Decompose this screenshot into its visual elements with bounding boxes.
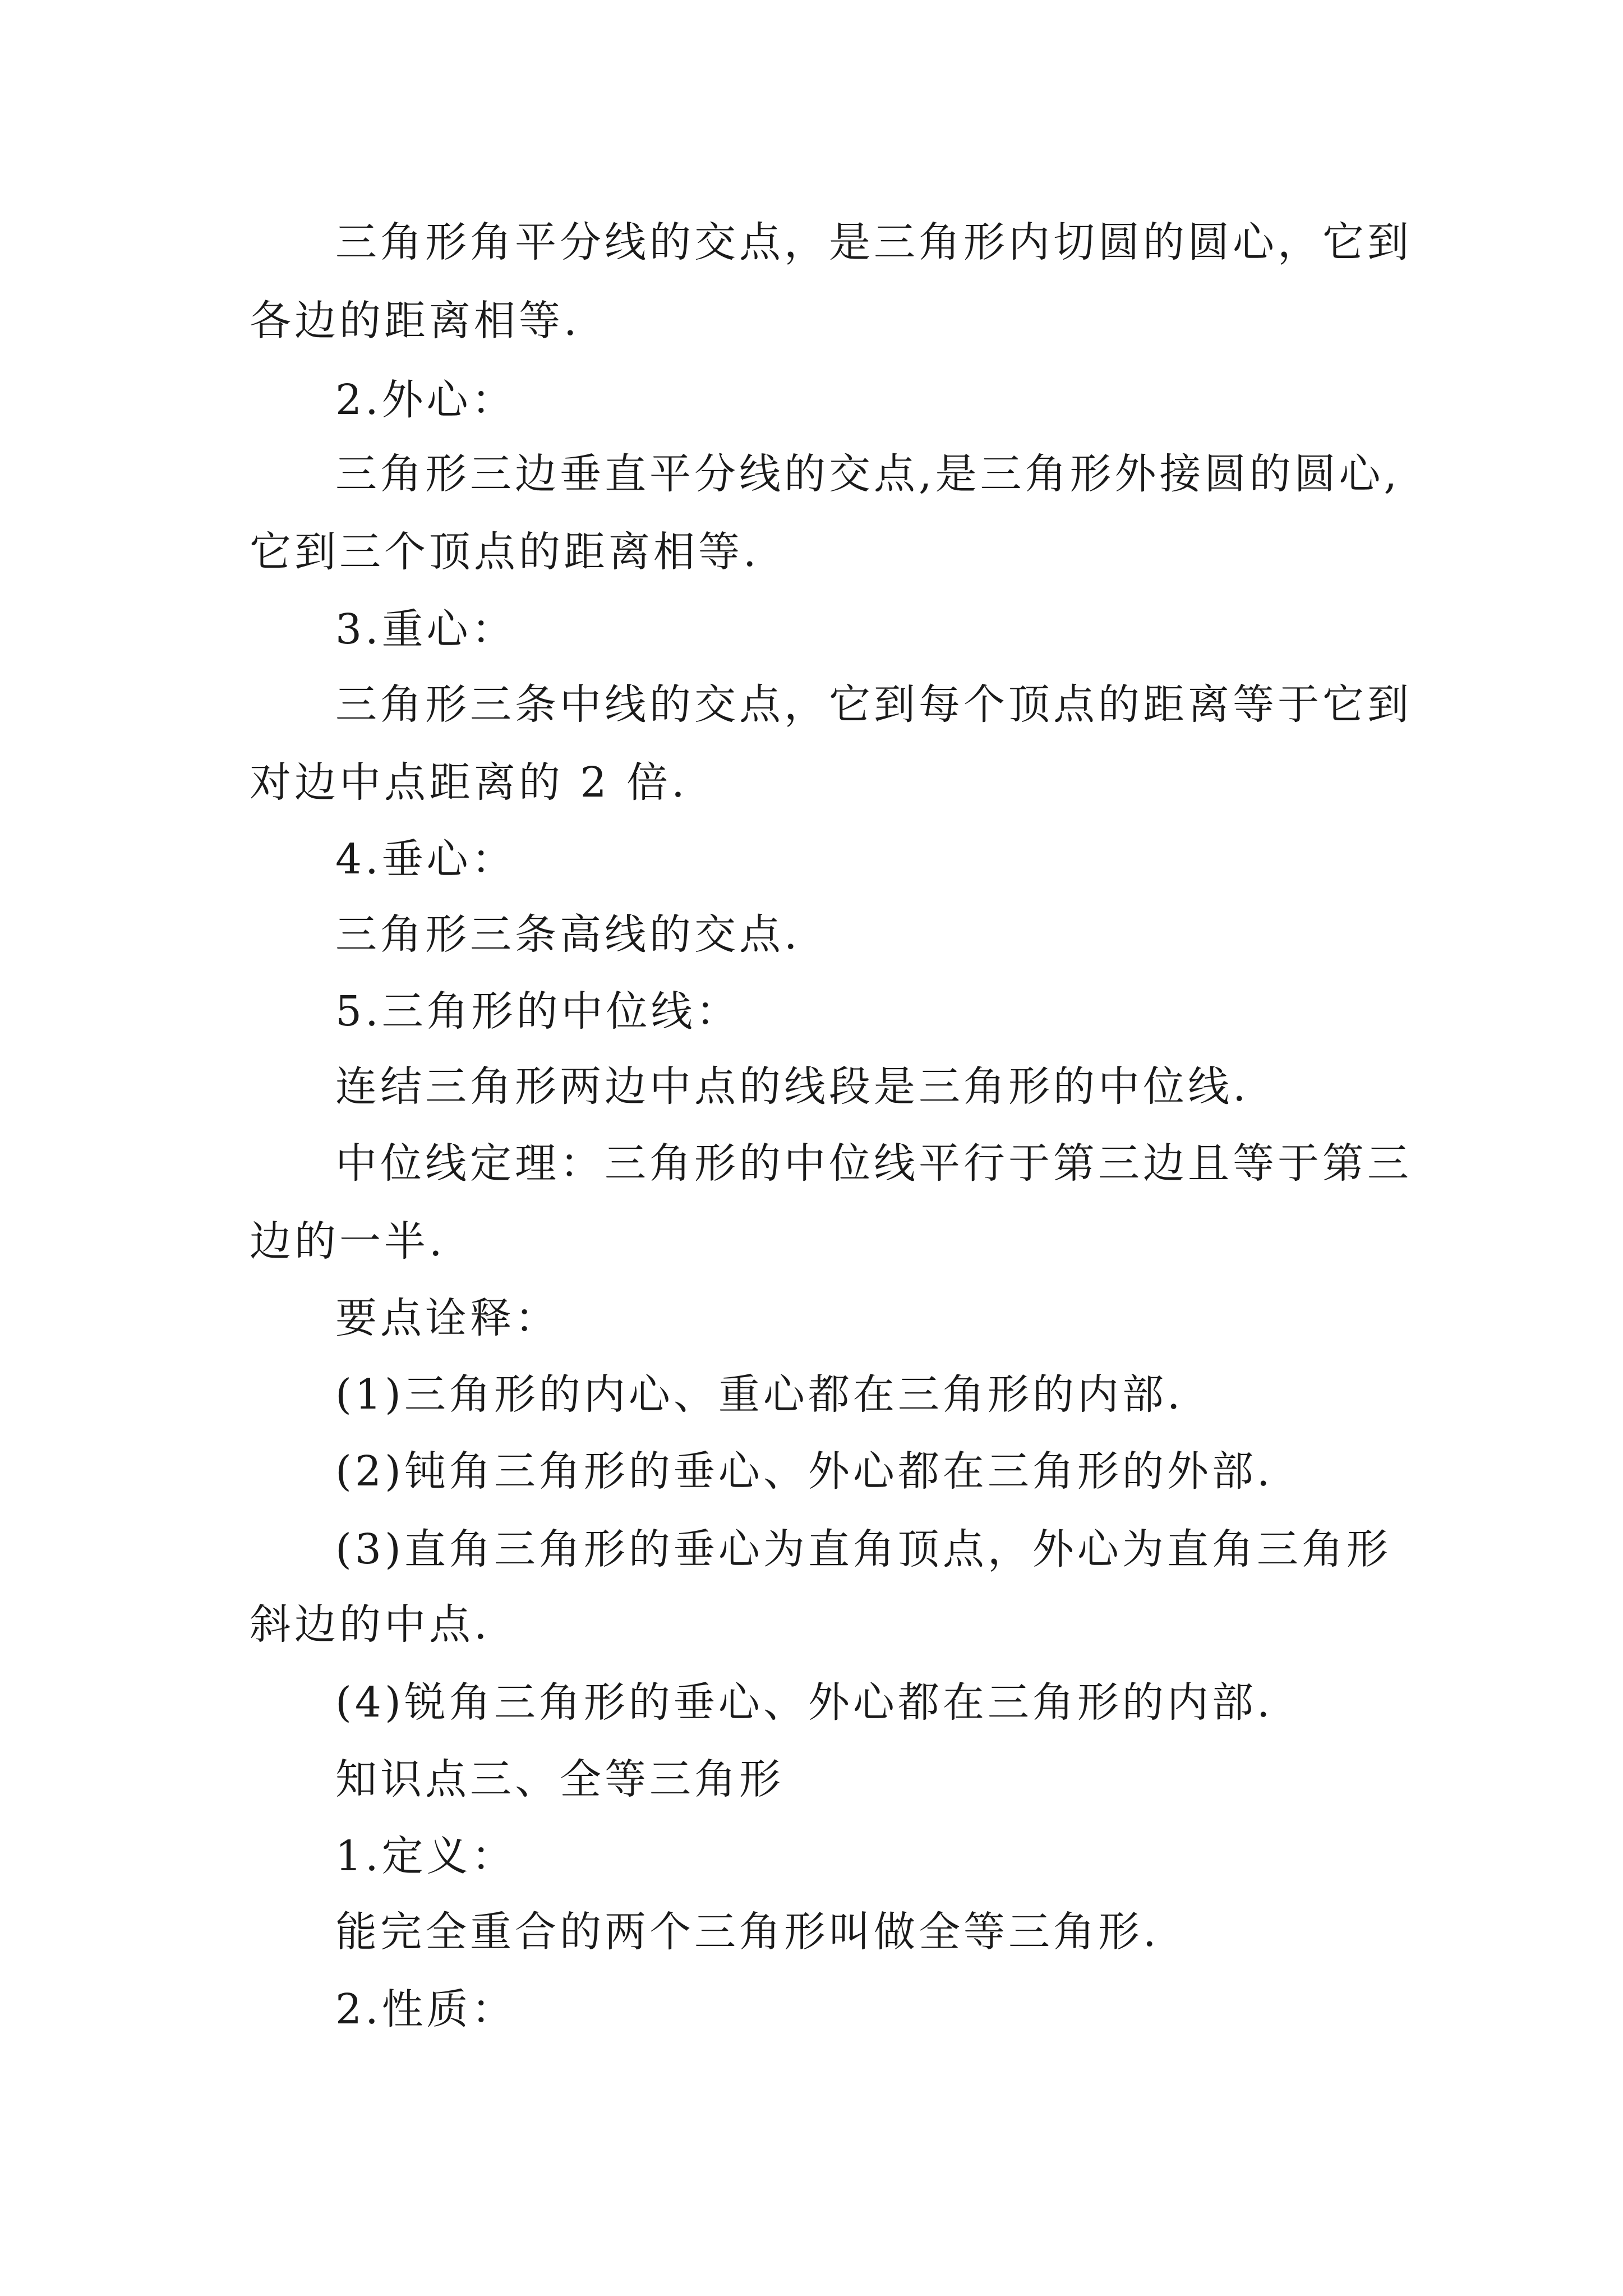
heading-definition: 1.定义： xyxy=(335,1832,517,1880)
note-1: (1)三角形的内心、重心都在三角形的内部. xyxy=(335,1370,1184,1419)
paragraph-incenter-line-1: 三角形角平分线的交点，是三角形内切圆的圆心，它到 xyxy=(335,218,1412,266)
paragraph-circumcenter-line-2: 它到三个顶点的距离相等. xyxy=(250,528,760,576)
paragraph-midline-theorem-line-1: 中位线定理：三角形的中位线平行于第三边且等于第三 xyxy=(335,1139,1412,1188)
note-3-line-1: (3)直角三角形的垂心为直角顶点，外心为直角三角形 xyxy=(335,1525,1391,1573)
heading-knowledge-point-3: 知识点三、全等三角形 xyxy=(335,1755,784,1803)
heading-centroid: 3.重心： xyxy=(335,605,517,654)
note-3-line-2: 斜边的中点. xyxy=(250,1600,491,1649)
paragraph-orthocenter: 三角形三条高线的交点. xyxy=(335,910,801,959)
heading-midline: 5.三角形的中位线： xyxy=(335,987,741,1036)
paragraph-circumcenter-line-1: 三角形三边垂直平分线的交点,是三角形外接圆的圆心, xyxy=(335,450,1401,498)
note-2: (2)钝角三角形的垂心、外心都在三角形的外部. xyxy=(335,1447,1274,1496)
heading-key-notes: 要点诠释： xyxy=(335,1294,560,1342)
heading-circumcenter: 2.外心： xyxy=(335,376,517,424)
paragraph-centroid-line-1: 三角形三条中线的交点，它到每个顶点的距离等于它到 xyxy=(335,680,1412,729)
paragraph-midline-definition: 连结三角形两边中点的线段是三角形的中位线. xyxy=(335,1062,1249,1111)
paragraph-centroid-line-2: 对边中点距离的 2 倍. xyxy=(250,758,688,807)
paragraph-incenter-line-2: 各边的距离相等. xyxy=(250,297,580,345)
heading-properties: 2.性质： xyxy=(335,1985,517,2033)
paragraph-congruent-definition: 能完全重合的两个三角形叫做全等三角形. xyxy=(335,1908,1160,1956)
paragraph-midline-theorem-line-2: 边的一半. xyxy=(250,1217,446,1266)
note-4: (4)锐角三角形的垂心、外心都在三角形的内部. xyxy=(335,1678,1274,1727)
heading-orthocenter: 4.垂心： xyxy=(335,835,517,884)
